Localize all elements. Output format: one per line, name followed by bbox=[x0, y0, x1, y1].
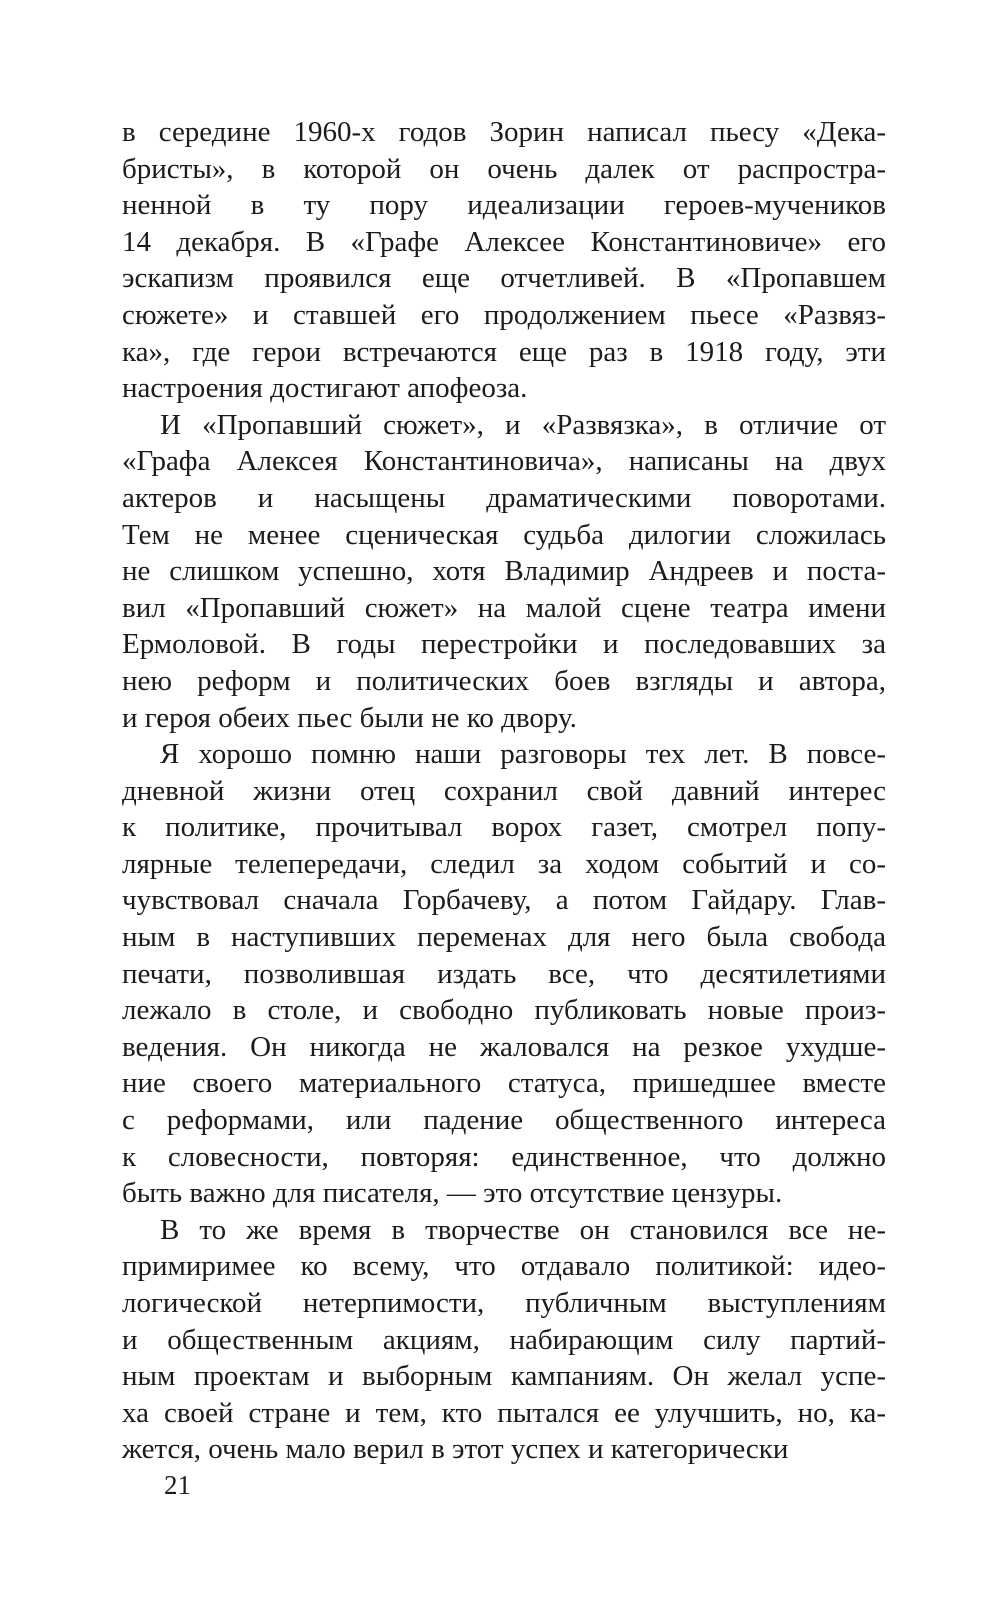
paragraph bbox=[122, 114, 886, 407]
text-line: и общественным акциям, набирающим силу партий- bbox=[122, 1323, 886, 1356]
text-line: 14 декабря. В «Графе Алексее Константиновиче» его bbox=[122, 225, 886, 258]
text-line: ка», где герои встречаются еще раз в 1918 году, эти bbox=[122, 335, 886, 368]
text-line: и героя обеих пьес были не ко двору. bbox=[122, 701, 577, 734]
text-line: не слишком успешно, хотя Владимир Андреев и поста- bbox=[122, 555, 886, 588]
paragraph bbox=[122, 1212, 886, 1468]
text-line: ха своей стране и тем, кто пытался ее улучшить, но, ка- bbox=[122, 1396, 886, 1429]
text-line: Тем не менее сценическая судьба дилогии сложилась bbox=[122, 518, 886, 551]
text-line: к политике, прочитывал ворох газет, смотрел попу- bbox=[122, 811, 886, 844]
text-line: ненной в ту пору идеализации героев-мучеников bbox=[122, 189, 886, 222]
body-text bbox=[122, 114, 886, 1468]
text-line: лярные телепередачи, следил за ходом событий и со- bbox=[122, 847, 887, 880]
text-line: ние своего материального статуса, пришедшее вместе bbox=[122, 1067, 886, 1100]
text-line: ведения. Он никогда не жаловался на резкое ухудше- bbox=[122, 1030, 887, 1063]
text-line: ным проектам и выборным кампаниям. Он желал успе- bbox=[122, 1360, 887, 1393]
text-line: быть важно для писателя, — это отсутствие цензуры. bbox=[122, 1177, 783, 1210]
text-line: логической нетерпимости, публичным выступлениям bbox=[122, 1287, 886, 1319]
text-line: эскапизм проявился еще отчетливей. В «Пропавшем bbox=[122, 262, 886, 295]
text-line: лежало в столе, и свободно публиковать новые произ- bbox=[122, 994, 887, 1027]
text-line: вил «Пропавший сюжет» на малой сцене театра имени bbox=[122, 591, 886, 624]
paragraph bbox=[122, 736, 886, 1212]
text-line: И «Пропавший сюжет», и «Развязка», в отличие от bbox=[160, 408, 887, 441]
text-line: печати, позволившая издать все, что десятилетиями bbox=[122, 957, 887, 990]
text-line: бристы», в которой он очень далек от распростра- bbox=[122, 152, 886, 185]
text-line: чувствовал сначала Горбачеву, а потом Гайдару. Глав- bbox=[122, 884, 886, 917]
text-line: В то же время в творчестве он становился все не- bbox=[160, 1213, 886, 1246]
text-line: актеров и насыщены драматическими поворотами. bbox=[122, 481, 886, 514]
text-line: настроения достигают апофеоза. bbox=[122, 372, 528, 405]
text-line: Ермоловой. В годы перестройки и последовавших за bbox=[122, 628, 886, 661]
text-line: примиримее ко всему, что отдавало политикой: идео- bbox=[122, 1250, 886, 1283]
text-line: сюжете» и ставшей его продолжением пьесе «Развяз- bbox=[122, 298, 887, 331]
text-line: к словесности, повторяя: единственное, что должно bbox=[122, 1140, 887, 1173]
text-line: «Графа Алексея Константиновича», написаны на двух bbox=[122, 445, 886, 478]
text-line: жется, очень мало верил в этот успех и категорически bbox=[122, 1433, 789, 1466]
text-line: дневной жизни отец сохранил свой давний интерес bbox=[122, 774, 887, 807]
text-line: Я хорошо помню наши разговоры тех лет. В повсе- bbox=[160, 738, 887, 771]
text-line: с реформами, или падение общественного интереса bbox=[122, 1104, 886, 1137]
text-line: в середине 1960-х годов Зорин написал пьесу «Дека- bbox=[122, 116, 886, 148]
page-number: 21 bbox=[164, 1470, 191, 1500]
text-line: нею реформ и политических боев взгляды и автора, bbox=[122, 664, 886, 697]
text-line: ным в наступивших переменах для него была свобода bbox=[122, 921, 886, 954]
paragraph bbox=[122, 407, 886, 736]
